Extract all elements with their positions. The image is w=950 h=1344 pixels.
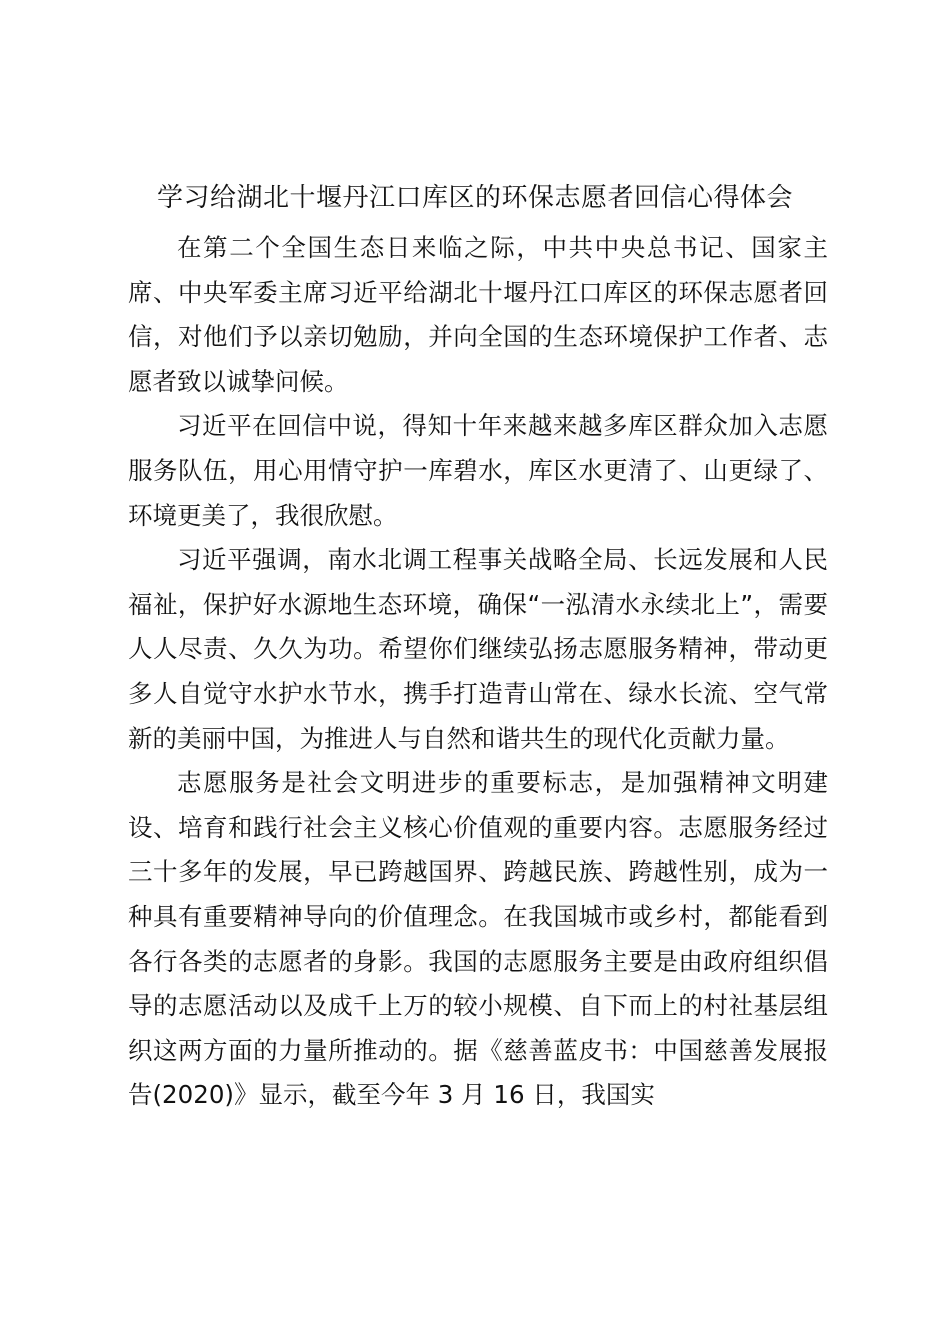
paragraph: 习近平强调，南水北调工程事关战略全局、长远发展和人民福祉，保护好水源地生态环境，确保“一泓清水永续北上”，需要人人尽责、久久为功。希望你们继续弘扬志愿服务精神，带动更多人自觉守水护水节水，携手打造青山常在、绿水长流、空气常新的美丽中国，为推进人与自然和谐共生的现代化贡献力量。 (128, 545, 828, 753)
document-body (128, 226, 828, 1118)
paragraph: 习近平在回信中说，得知十年来越来越多库区群众加入志愿服务队伍，用心用情守护一库碧水，库区水更清了、山更绿了、环境更美了，我很欣慰。 (128, 411, 828, 530)
paragraph: 在第二个全国生态日来临之际，中共中央总书记、国家主席、中央军委主席习近平给湖北十堰丹江口库区的环保志愿者回信，对他们予以亲切勉励，并向全国的生态环境保护工作者、志愿者致以诚挚问候。 (128, 233, 828, 396)
paragraph: 志愿服务是社会文明进步的重要标志，是加强精神文明建设、培育和践行社会主义核心价值观的重要内容。志愿服务经过三十多年的发展，早已跨越国界、跨越民族、跨越性别，成为一种具有重要精神导向的价值理念。在我国城市或乡村，都能看到各行各类的志愿者的身影。我国的志愿服务主要是由政府组织倡导的志愿活动以及成千上万的较小规模、自下而上的村社基层组织这两方面的力量所推动的。据《慈善蓝皮书：中国慈善发展报告(2020)》显示，截至今年 3 月 16 日，我国实 (128, 768, 828, 1110)
document-title: 学习给湖北十堰丹江口库区的环保志愿者回信心得体会 (156, 183, 793, 213)
